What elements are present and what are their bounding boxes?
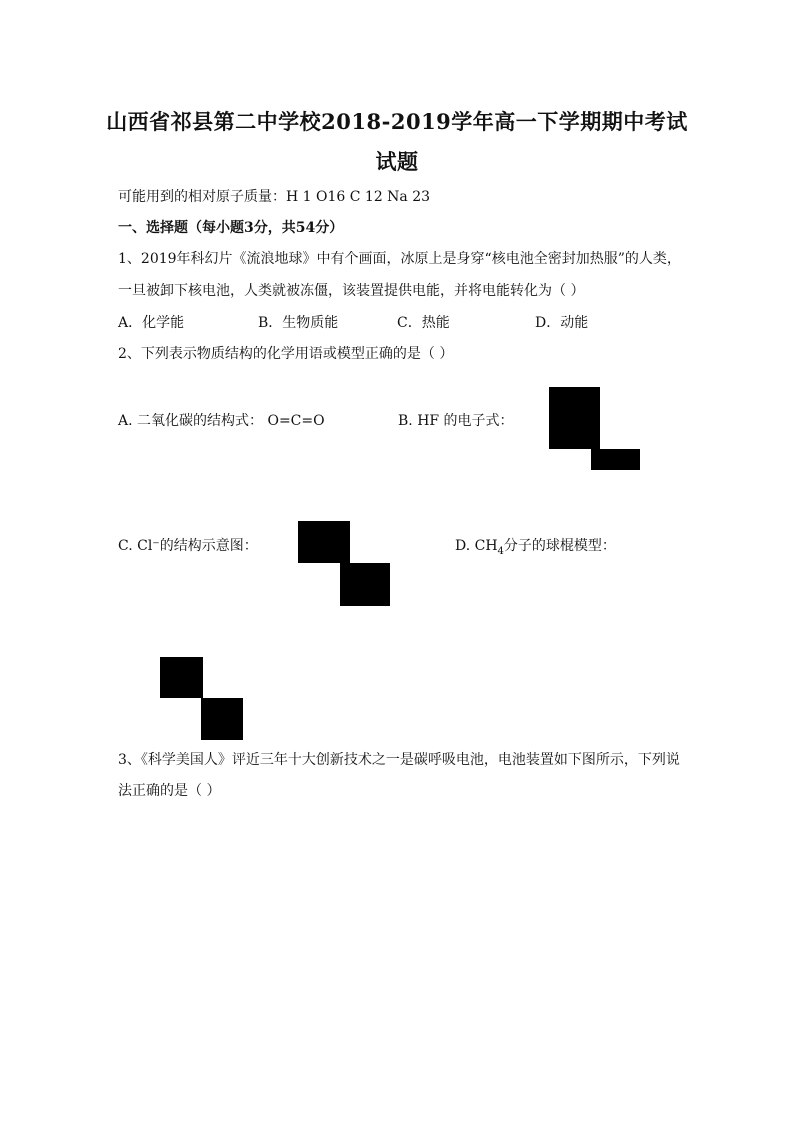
q1-stem-2: 一旦被卸下核电池，人类就被冻僵，该装置提供电能，并将电能转化为（ ） [118, 283, 585, 299]
q2-option-a: A. 二氧化碳的结构式： O=C=O [118, 413, 325, 429]
atomic-mass-note: 可能用到的相对原子质量：H 1 O16 C 12 Na 23 [118, 189, 431, 205]
q2-stem: 2、下列表示物质结构的化学用语或模型正确的是（ ） [118, 346, 454, 362]
q1-option-b: B．生物质能 [258, 315, 339, 331]
hf-electron-image-part [591, 449, 640, 470]
q2-option-d: D. $CH_4$分子的球棍模型： [455, 538, 616, 557]
q2-option-c: C. Cl⁻的结构示意图： [118, 538, 258, 554]
q3-stem-1: 3、《科学美国人》评近三年十大创新技术之一是碳呼吸电池，电池装置如下图所示，下列说 [118, 752, 680, 768]
q2-option-b: B. HF 的电子式： [398, 413, 514, 429]
q1-stem-1: 1、2019年科幻片《流浪地球》中有个画面，冰原上是身穿“核电池全密封加热服”的人类， [118, 251, 681, 267]
q1-option-d: D．动能 [535, 315, 589, 331]
q3-stem-2: 法正确的是（ ） [118, 783, 221, 799]
page-title-cont: 试题 [375, 149, 419, 174]
q1-option-a: A．化学能 [118, 315, 185, 331]
cl-structure-image [298, 521, 350, 563]
page-title: 山西省祁县第二中学校2018-2019学年高一下学期期中考试 [106, 109, 688, 134]
section-heading: 一、选择题（每小题3分，共54分） [118, 220, 344, 236]
ch4-model-image-part [201, 698, 243, 740]
q1-option-c: C．热能 [397, 315, 450, 331]
ch4-model-image [160, 657, 203, 698]
cl-structure-image-part [340, 563, 390, 606]
hf-electron-image [549, 387, 600, 449]
